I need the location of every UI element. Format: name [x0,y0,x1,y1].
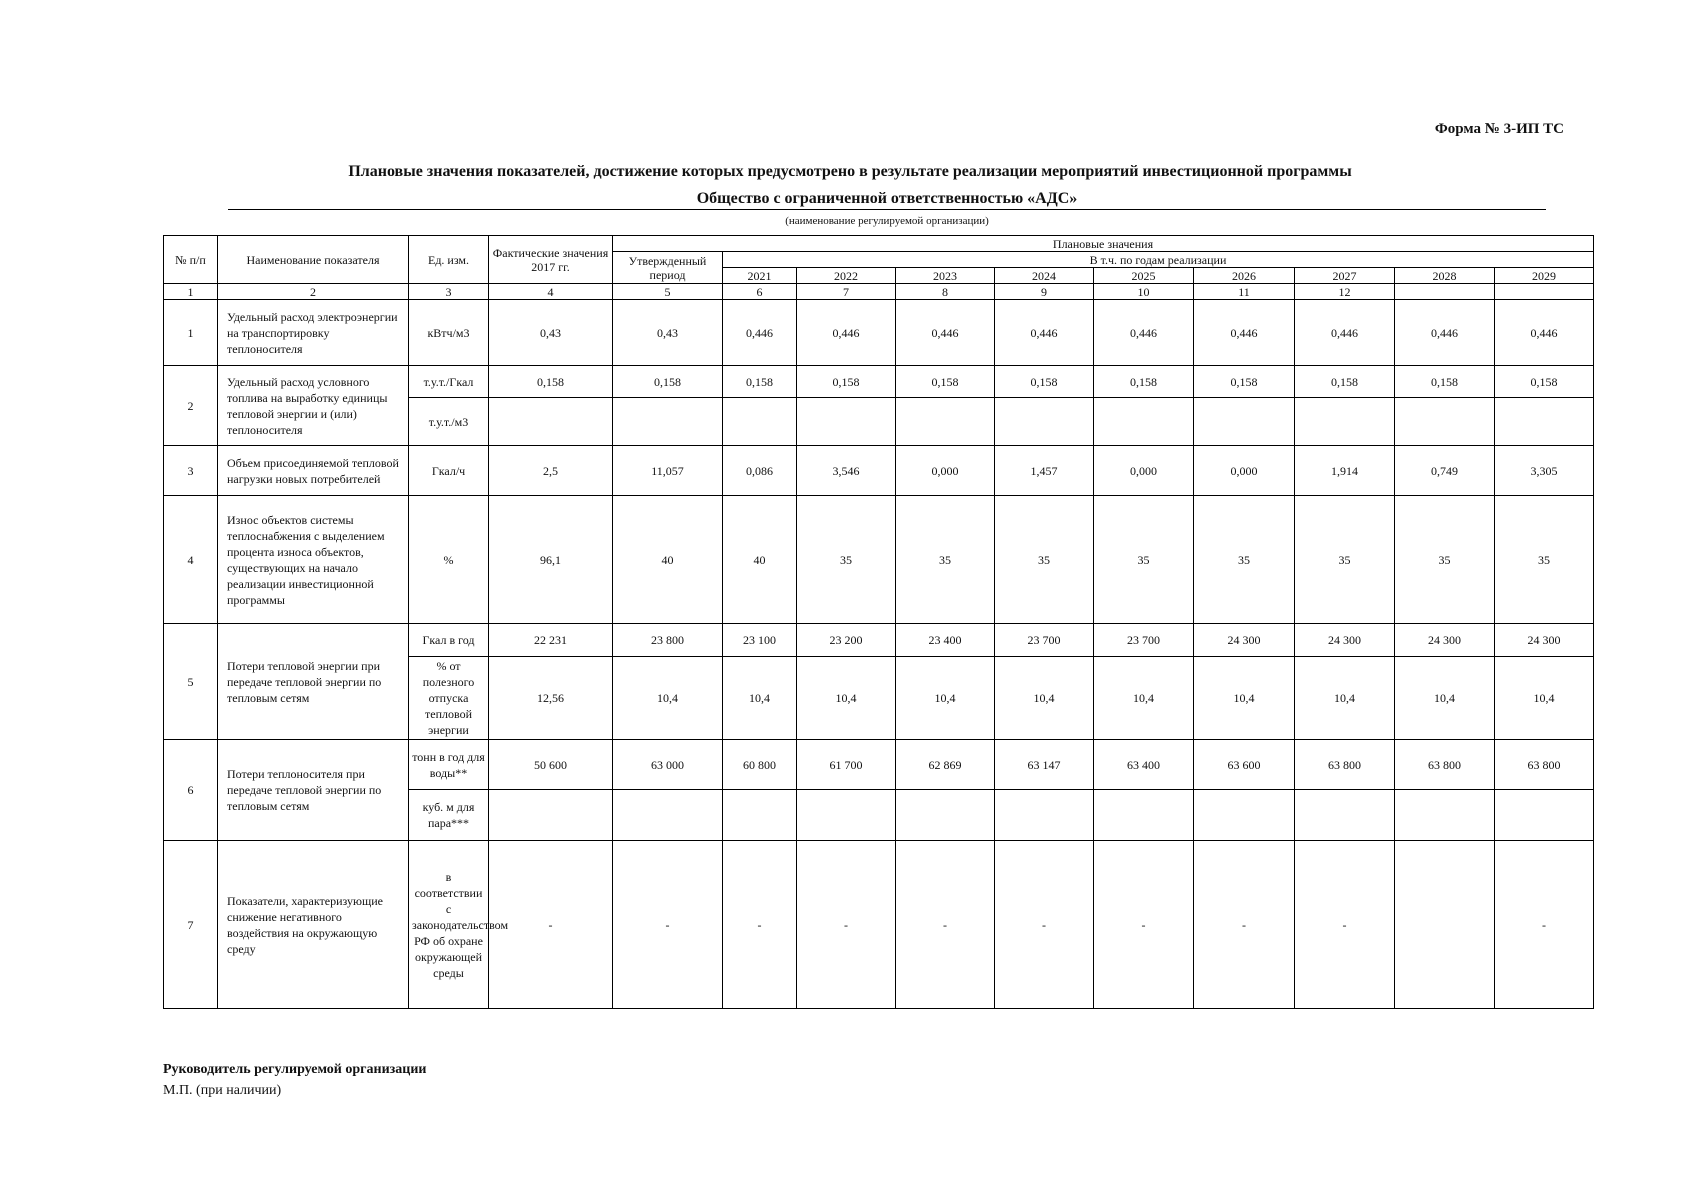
value-cell [1295,398,1395,446]
row-number: 4 [164,496,218,624]
col-header-by-years: В т.ч. по годам реализации [723,252,1594,268]
value-cell [995,398,1094,446]
unit-cell: т.у.т./м3 [409,398,489,446]
unit-cell: Гкал в год [409,624,489,657]
col-number [1395,284,1495,300]
value-cell: 0,086 [723,446,797,496]
value-cell [1395,398,1495,446]
value-cell [1194,790,1295,841]
value-cell: 63 000 [613,740,723,790]
unit-cell: % [409,496,489,624]
value-cell: 50 600 [489,740,613,790]
value-cell: 0,158 [489,366,613,398]
footer-stamp: М.П. (при наличии) [163,1083,282,1098]
table-row [164,740,1594,790]
value-cell: 10,4 [1094,657,1194,740]
value-cell: 35 [797,496,896,624]
value-cell: 40 [613,496,723,624]
value-cell: 0,446 [1495,300,1594,366]
value-cell: 35 [896,496,995,624]
value-cell: 24 300 [1395,624,1495,657]
row-number: 7 [164,841,218,1009]
indicator-name: Потери теплоносителя при передаче тепловой энергии по тепловым сетям [218,740,409,841]
organization-caption: (наименование регулируемой организации) [785,215,989,227]
value-cell [896,398,995,446]
value-cell: 10,4 [613,657,723,740]
col-number: 2 [218,284,409,300]
table-row [164,236,1594,252]
value-cell [613,790,723,841]
table-row [164,624,1594,657]
unit-cell: т.у.т./Гкал [409,366,489,398]
value-cell: 63 147 [995,740,1094,790]
row-number: 1 [164,300,218,366]
value-cell [797,398,896,446]
col-header-name: Наименование показателя [218,236,409,284]
footer-head: Руководитель регулируемой организации [163,1062,427,1077]
value-cell: 63 800 [1495,740,1594,790]
value-cell: 63 600 [1194,740,1295,790]
value-cell: 24 300 [1295,624,1395,657]
value-cell: 0,158 [613,366,723,398]
col-number: 10 [1094,284,1194,300]
row-number: 5 [164,624,218,740]
value-cell: 0,158 [1495,366,1594,398]
col-header-year: 2028 [1395,268,1495,284]
value-cell [1194,398,1295,446]
value-cell [1495,398,1594,446]
value-cell: 23 200 [797,624,896,657]
value-cell: 0,158 [1395,366,1495,398]
value-cell: - [613,841,723,1009]
value-cell: - [489,841,613,1009]
indicator-name: Удельный расход электроэнергии на транспортировку теплоносителя [218,300,409,366]
value-cell: - [723,841,797,1009]
value-cell: 0,446 [896,300,995,366]
value-cell: 10,4 [896,657,995,740]
col-header-num: № п/п [164,236,218,284]
value-cell: - [896,841,995,1009]
col-number: 3 [409,284,489,300]
value-cell: 0,158 [1194,366,1295,398]
value-cell: 0,158 [797,366,896,398]
value-cell: 10,4 [1395,657,1495,740]
col-number: 6 [723,284,797,300]
value-cell: 24 300 [1194,624,1295,657]
value-cell: 35 [1194,496,1295,624]
unit-cell: тонн в год для воды** [409,740,489,790]
value-cell [489,398,613,446]
value-cell: 12,56 [489,657,613,740]
value-cell: 0,446 [1194,300,1295,366]
indicator-name: Объем присоединяемой тепловой нагрузки новых потребителей [218,446,409,496]
col-header-approved: Утвержденный период [613,252,723,284]
value-cell: 1,457 [995,446,1094,496]
col-header-year: 2023 [896,268,995,284]
value-cell [1295,790,1395,841]
value-cell [1395,841,1495,1009]
value-cell: 61 700 [797,740,896,790]
col-number: 11 [1194,284,1295,300]
value-cell: 0,749 [1395,446,1495,496]
value-cell: 35 [1395,496,1495,624]
value-cell: 3,305 [1495,446,1594,496]
value-cell: 23 800 [613,624,723,657]
indicator-name: Показатели, характеризующие снижение негативного воздействия на окружающую среду [218,841,409,1009]
col-header-year: 2021 [723,268,797,284]
value-cell: 22 231 [489,624,613,657]
value-cell [1094,790,1194,841]
value-cell: - [797,841,896,1009]
value-cell: - [995,841,1094,1009]
col-header-year: 2026 [1194,268,1295,284]
value-cell: 63 800 [1395,740,1495,790]
value-cell: 0,158 [896,366,995,398]
unit-cell: Гкал/ч [409,446,489,496]
value-cell: 35 [1295,496,1395,624]
value-cell [489,790,613,841]
value-cell: - [1295,841,1395,1009]
value-cell: 10,4 [1194,657,1295,740]
value-cell: 0,446 [1094,300,1194,366]
value-cell: 23 700 [1094,624,1194,657]
row-number: 6 [164,740,218,841]
row-number: 2 [164,366,218,446]
value-cell: 35 [1094,496,1194,624]
row-number: 3 [164,446,218,496]
indicator-name: Износ объектов системы теплоснабжения с выделением процента износа объектов, существующих на начало реализации инвестиционной программы [218,496,409,624]
value-cell: 0,158 [995,366,1094,398]
col-number: 7 [797,284,896,300]
col-header-year: 2025 [1094,268,1194,284]
unit-cell: % от полезного отпуска тепловой энергии [409,657,489,740]
organization-name: Общество с ограниченной ответственностью «АДС» [228,190,1546,210]
value-cell: 0,000 [1194,446,1295,496]
value-cell [896,790,995,841]
unit-cell: кВтч/м3 [409,300,489,366]
value-cell: 0,446 [1295,300,1395,366]
value-cell: 23 100 [723,624,797,657]
value-cell [723,790,797,841]
col-number: 12 [1295,284,1395,300]
value-cell: 0,446 [1395,300,1495,366]
value-cell: 23 400 [896,624,995,657]
value-cell: 35 [995,496,1094,624]
col-number: 5 [613,284,723,300]
col-header-unit: Ед. изм. [409,236,489,284]
value-cell: 10,4 [797,657,896,740]
value-cell [995,790,1094,841]
value-cell: 0,158 [1094,366,1194,398]
col-number [1495,284,1594,300]
value-cell: 0,446 [797,300,896,366]
col-number: 8 [896,284,995,300]
value-cell: - [1495,841,1594,1009]
col-header-year: 2022 [797,268,896,284]
col-number: 9 [995,284,1094,300]
table-row [164,300,1594,366]
indicator-name: Удельный расход условного топлива на выработку единицы тепловой энергии и (или) теплоносителя [218,366,409,446]
table-row [164,284,1594,300]
value-cell: 10,4 [723,657,797,740]
value-cell: 35 [1495,496,1594,624]
value-cell: 11,057 [613,446,723,496]
unit-cell: в соответствии с законодательством РФ об охране окружающей среды [409,841,489,1009]
value-cell: 10,4 [1495,657,1594,740]
value-cell [797,790,896,841]
value-cell: 63 800 [1295,740,1395,790]
col-header-year: 2027 [1295,268,1395,284]
value-cell: 0,43 [613,300,723,366]
value-cell: 0,446 [723,300,797,366]
col-header-year: 2024 [995,268,1094,284]
value-cell: 63 400 [1094,740,1194,790]
value-cell: 1,914 [1295,446,1395,496]
col-header-actual: Фактические значения 2017 гг. [489,236,613,284]
value-cell: 0,446 [995,300,1094,366]
value-cell: - [1094,841,1194,1009]
value-cell: 0,000 [1094,446,1194,496]
value-cell: 62 869 [896,740,995,790]
value-cell [613,398,723,446]
page-title: Плановые значения показателей, достижение которых предусмотрено в результате реализации мероприятий инвестиционной программы [348,163,1352,180]
value-cell: 2,5 [489,446,613,496]
value-cell: 40 [723,496,797,624]
value-cell: 3,546 [797,446,896,496]
table-row [164,366,1594,398]
value-cell: 0,000 [896,446,995,496]
value-cell: 0,43 [489,300,613,366]
value-cell: 96,1 [489,496,613,624]
value-cell: 23 700 [995,624,1094,657]
col-header-planned: Плановые значения [613,236,1594,252]
value-cell: 10,4 [1295,657,1395,740]
value-cell: 60 800 [723,740,797,790]
table-row [164,841,1594,1009]
value-cell [1395,790,1495,841]
indicators-table [163,235,1594,1009]
value-cell: 0,158 [1295,366,1395,398]
table-row [164,446,1594,496]
value-cell: 24 300 [1495,624,1594,657]
col-header-year: 2029 [1495,268,1594,284]
unit-cell: куб. м для пара*** [409,790,489,841]
value-cell [1094,398,1194,446]
value-cell [723,398,797,446]
value-cell: 0,158 [723,366,797,398]
col-number: 1 [164,284,218,300]
value-cell [1495,790,1594,841]
table-row [164,496,1594,624]
value-cell: - [1194,841,1295,1009]
form-number: Форма № 3-ИП ТС [1434,121,1564,137]
value-cell: 10,4 [995,657,1094,740]
col-number: 4 [489,284,613,300]
indicator-name: Потери тепловой энергии при передаче тепловой энергии по тепловым сетям [218,624,409,740]
